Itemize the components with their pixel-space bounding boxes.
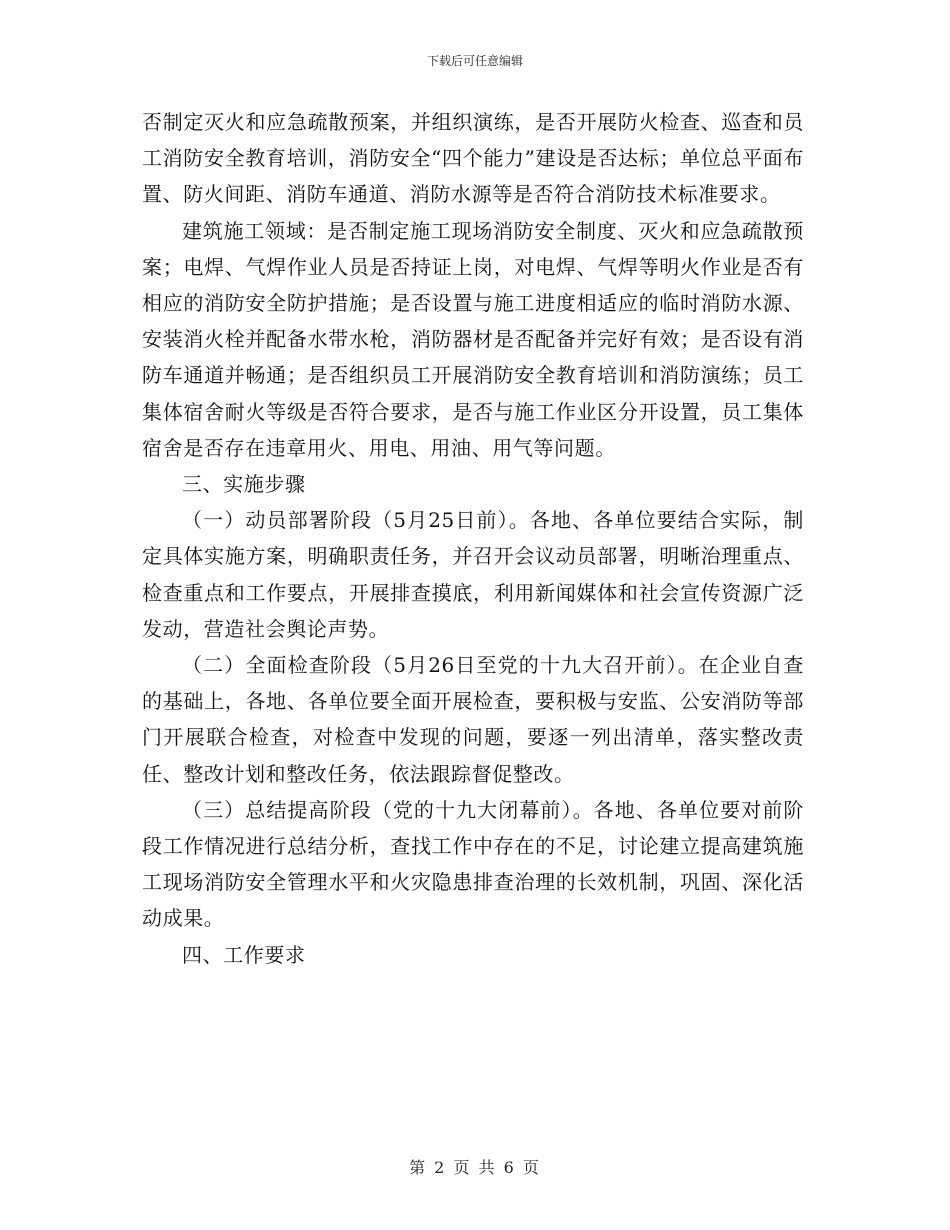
paragraph-step-summary: （三）总结提高阶段（党的十九大闭幕前）。各地、各单位要对前阶段工作情况进行总结分析，查找工作中存在的不足，讨论建立提高建筑施工现场消防安全管理水平和火灾隐患排查治理的长效机制，巩固、深化活动成果。 [142,797,804,931]
page-number: 第 2 页 共 6 页 [409,1158,541,1177]
paragraph-continued-requirements: 否制定灭火和应急疏散预案，并组织演练，是否开展防火检查、巡查和员工消防安全教育培训，消防安全“四个能力”建设是否达标；单位总平面布置、防火间距、消防车通道、消防水源等是否符合消防技术标准要求。 [142,110,804,207]
page-header: 下载后可任意编辑 [426,54,523,68]
paragraph-construction-field: 建筑施工领域：是否制定施工现场消防安全制度、灭火和应急疏散预案；电焊、气焊作业人员是否持证上岗，对电焊、气焊等明火作业是否有相应的消防安全防护措施；是否设置与施工进度相适应的临时消防水源、安装消火栓并配备水带水枪，消防器材是否配备并完好有效；是否设有消防车通道并畅通；是否组织员工开展消防安全教育培训和消防演练；员工集体宿舍耐火等级是否符合要求，是否与施工作业区分开设置，员工集体宿舍是否存在违章用火、用电、用油、用气等问题。 [142,218,804,460]
document-body [142,104,804,973]
paragraph-step-mobilization: （一）动员部署阶段（5月25日前）。各地、各单位要结合实际，制定具体实施方案，明确职责任务，并召开会议动员部署，明晰治理重点、检查重点和工作要点，开展排查摸底，利用新闻媒体和社会宣传资源广泛发动，营造社会舆论声势。 [142,508,804,641]
paragraph-step-inspection: （二）全面检查阶段（5月26日至党的十九大召开前）。在企业自查的基础上，各地、各单位要全面开展检查，要积极与安监、公安消防等部门开展联合检查，对检查中发现的问题，要逐一列出清单，落实整改责任、整改计划和整改任务，依法跟踪督促整改。 [142,653,804,786]
section-heading-implementation-steps: 三、实施步骤 [182,472,306,497]
section-heading-work-requirements: 四、工作要求 [182,942,306,967]
